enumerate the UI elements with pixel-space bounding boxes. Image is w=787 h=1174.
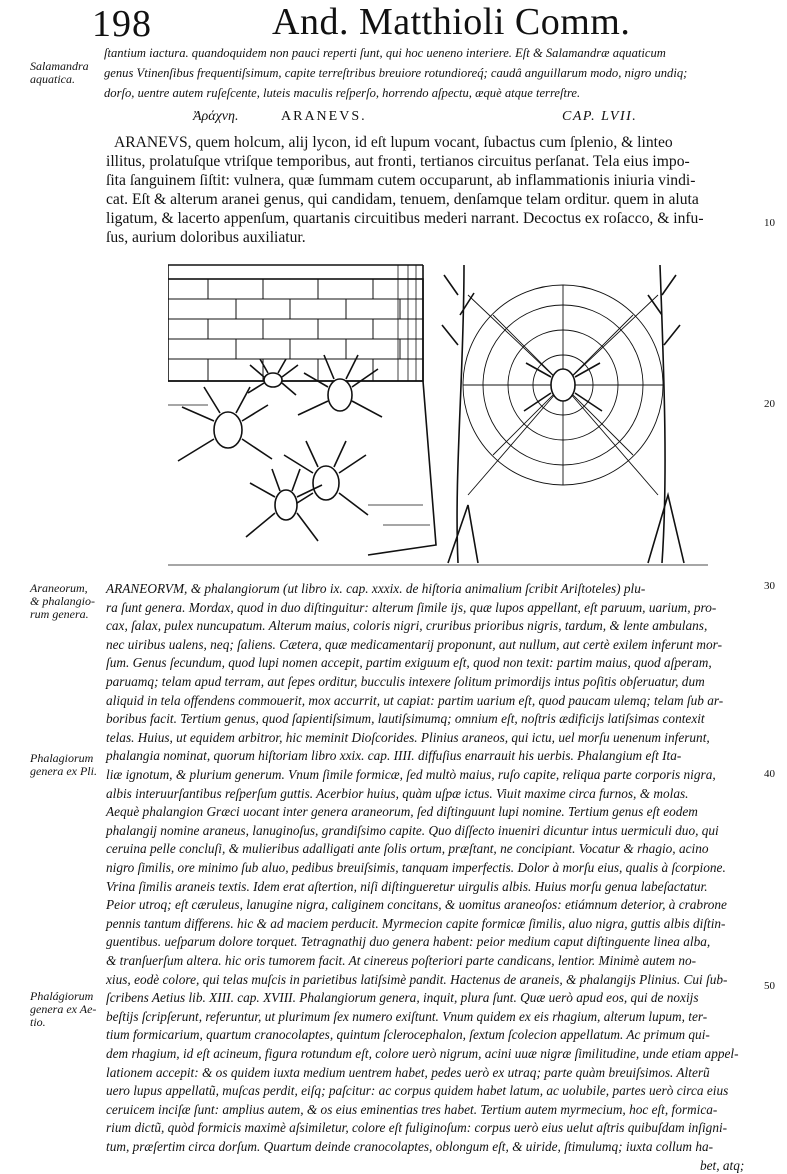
spider-drawing xyxy=(298,355,382,417)
text-line: boribus facit. Tertium genus, quod ſapientiſsimum, lautiſsimumq; omnium eſt, noſtris ædificijs latiſsimas contexit xyxy=(106,711,705,727)
text-line: phalangij nomine araneus, lanuginoſus, grandiſsimo capite. Quo diſſecto inueniri dicuntur intus uermiculi duo, qui xyxy=(106,822,719,838)
text-line: ſum. Genus ſecundum, quod lupi nomen accepit, partim exiguum eſt, quod non texit: partim maius, quod aſperam, xyxy=(106,655,712,671)
text-line: pennis tantum differens. hic & ad maciem perducit. Myrmecion capite formicæ ſimilis, aluo nigra, guttis albis diſtin- xyxy=(106,915,726,931)
margin-note-line: aquatica. xyxy=(30,72,75,86)
text-line: beſtijs ſcripſerunt, referuntur, ut plurimum ſex numero exiſtunt. Vnum quidem ex eis rhagium, alterum lupum, ter- xyxy=(106,1008,708,1024)
text-line: & tranſuerſum altera. hic oris tumorem facit. At cinereus poſteriori parte candicans, lentior. Minimè autem no- xyxy=(106,953,697,968)
page-number: 198 xyxy=(92,3,152,45)
plant-drawing xyxy=(442,265,478,563)
text-line: genus Vtinenſibus frequentiſsimum, capite terreſtribus breuiore rotundioreq́; caudâ anguillarum modo, nigro undiq; xyxy=(104,66,688,80)
text-line: ceruicem inciſæ ſunt: amplius autem, & os eius eminentias tres habet. Tertium autem myrmecium, hoc eſt, formica- xyxy=(106,1101,718,1117)
text-line: aliquid in tela offendens commouerit, mox accurrit, ut capiat: partim uarium eſt, quod paucam ulemq; telam ſub ar- xyxy=(106,692,724,708)
text-line: phalangia nominat, quorum hiſtoriam libro xxix. cap. IIII. diffuſius enarrauit his uerbis. Phalangium eſt Ita- xyxy=(106,748,682,764)
text-line: tum, præſertim circa dorſum. Quartum deinde cranocolaptes, oblongum eſt, & uiride, ſtimulumq; iuxta collum ha- xyxy=(106,1139,714,1154)
line-number: 20 xyxy=(764,398,775,410)
margin-note-line: genera ex Pli. xyxy=(30,764,97,778)
text-line: paruamq; telam apud terram, aut ſepes orditur, bucculis intexere ſolitum primordijs intus poſitis obſeruatur, dum xyxy=(106,674,705,689)
text-line: ra ſunt genera. Mordax, quod in duo diſtinguitur: alterum ſimile ijs, quæ lupos appellant, eſt paruum, uarium, pro- xyxy=(106,599,717,615)
text-line: nigro ſimilis, ore minimo ſub aluo, pedibus breuiſsimis, tanquam imperfectis. Dolor à morſu eius, qualis à ſcorpione. xyxy=(106,860,726,875)
text-line: Vrina ſimilis araneis textis. Idem erat aſtertion, niſi diſtingueretur uirgulis albis. Huius morſu genua labeſactatur. xyxy=(106,878,708,894)
margin-note-line: Araneorum, xyxy=(30,581,88,595)
margin-note-phalangiorum-plinius xyxy=(30,752,97,778)
plant-drawing xyxy=(648,265,684,563)
text-line: ſus, aurium doloribus auxiliatur. xyxy=(106,229,306,246)
text-line: ceruina pelle concluſi, & mulieribus adalligati ante ſolis ortum, præſtant, ne concipiant. Vocatur & rhagio, acino xyxy=(106,841,709,857)
line-number: 30 xyxy=(764,580,775,592)
line-number: 40 xyxy=(764,768,775,780)
wall-shape xyxy=(168,279,423,381)
line-number: 10 xyxy=(764,217,775,229)
margin-note-line: rum genera. xyxy=(30,607,89,621)
spider-drawing xyxy=(248,359,298,395)
text-line: ſtantium iactura. quandoquidem non pauci reperti ſunt, qui hoc ueneno interiere. Eſt & Salamandræ aquaticum xyxy=(104,46,666,60)
text-line: nec uiribus ualens, neq; ſaliens. Cætera, quæ medicamentarij proponunt, aut nullum, aut certè exilem inferunt mor- xyxy=(106,636,722,652)
margin-note-line: Phalágiorum xyxy=(30,989,94,1003)
text-line: dorſo, uentre autem ruſeſcente, luteis maculis reſperſo, horrendo aſpectu, æquè atque terreſtre. xyxy=(104,86,581,100)
text-line: bet, atq; xyxy=(700,1157,745,1173)
chapter-number: CAP. LVII. xyxy=(562,109,638,124)
text-line: cat. Eſt & alterum aranei genus, qui candidam, tenuem, denſamque telam orditur. quem in aluta xyxy=(106,191,699,208)
text-line: albis interuurſantibus reſperſum guttis. Acerbior huius, quàm uſpæ ictus. Viuit maxime circa furnos, & molas. xyxy=(106,785,689,801)
text-line: telas. Huius, ut equidem arbitror, hic meminit Dioſcorides. Plinius araneos, qui ictu, uel morſu uenenum inferunt, xyxy=(106,729,710,745)
text-line: ligatum, & lacerto appenſum, quartanis circuitibus mederi narrant. Decoctus ex roſacco, & infu- xyxy=(106,210,704,227)
chapter-latin-title: ARANEVS. xyxy=(281,109,367,124)
text-line: lationem accepit: & os quidem iuxta medium uentrem habet, pedes uerò ex utraq; parte quàm breuiſsimos. Alterũ xyxy=(106,1064,710,1080)
margin-note-araneorum xyxy=(30,582,95,621)
spider-woodcut-illustration xyxy=(168,255,708,573)
text-line: ARANEVS, quem holcum, alij lycon, id eſt lupum vocant, ſubactus cum ſplenio, & linteo xyxy=(114,134,673,151)
chapter-greek-title: Ἀράχνη. xyxy=(193,109,239,124)
margin-note-line: Salamandra xyxy=(30,59,89,73)
text-line: Aequè phalangion Græci uocant inter genera araneorum, ſed diſtinguunt lupi nomine. Tertium genus eſt eodem xyxy=(106,804,698,820)
spider-drawing xyxy=(178,387,272,461)
text-line: guentibus. ueſparum dolore torquet. Tetragnathij duo genera habent: peior medium caput diſtinguente linea alba, xyxy=(106,934,711,950)
text-line: uero lupus appellatũ, muſcas perdit, eiſq; paſcitur: ac corpus quidem habet latum, ac uolubile, partes uerò circa eius xyxy=(106,1083,729,1099)
text-line: tium formicarium, quartum cranocolaptes, quintum ſclerocephalon, ſextum ſcolecion appellatum. Ac primum qui- xyxy=(106,1027,710,1043)
text-line: cax, ſalax, pulex nuncupatum. Alterum maius, coloris nigri, cruribus prioribus nigris, tardum, & lente ambulans, xyxy=(106,618,708,634)
margin-note-line: & phalangio- xyxy=(30,594,95,608)
text-line: ſcribens Aetius lib. XIII. cap. XVIII. Phalangiorum genera, inquit, plura ſunt. Quæ uerò apud eos, qui de noxijs xyxy=(106,990,699,1006)
margin-note-salamandra xyxy=(30,60,89,86)
running-head: And. Matthioli Comm. xyxy=(272,1,631,43)
text-line: rium dictũ, quòd formicis maximè aſsimiletur, colore eſt fuliginoſum: corpus uerò eius uelut aſtris quibuſdam inſigni- xyxy=(106,1120,728,1136)
line-number: 50 xyxy=(764,980,775,992)
margin-note-line: Phalagiorum xyxy=(30,751,94,765)
text-line: liæ ignotum, & plurium generum. Vnum ſimile formicæ, ſed multò maius, ruſo capite, reliqua parte corporis nigra, xyxy=(106,767,716,782)
text-line: Peior utroq; eſt cæruleus, lanugine nigra, caliginem concitans, & uomitus araneoſos: etiámnum deterior, à crabrone xyxy=(106,897,727,913)
margin-note-line: genera ex Ae- xyxy=(30,1002,97,1016)
margin-note-phalangiorum-aetius xyxy=(30,990,96,1029)
text-line: xius, eodè colore, qui telas muſcis in parietibus latiſsimè pandit. Hactenus de araneis, & phalangijs Plinius. Cui ſub- xyxy=(106,971,728,987)
margin-note-line: tio. xyxy=(30,1015,46,1029)
text-line: ſita ſanguinem ſiſtit: vulnera, quæ ſummam cutem occuparunt, ab inflammationis iniuria vindi- xyxy=(106,172,696,189)
spider-drawing xyxy=(246,469,322,541)
text-line: ARANEORVM, & phalangiorum (ut libro ix. cap. xxxix. de hiſtoria animalium ſcribit Ariſtoteles) plu- xyxy=(106,581,646,596)
text-line: illitus, prolatuſque vtriſque temporibus, aut fronti, tertianos circuitus perſanat. Tela eius impo- xyxy=(106,153,690,170)
chapter-heading xyxy=(0,109,787,129)
text-line: dem rhagium, id eſt acineum, figura rotundum eſt, colore uerò nigrum, acini uuæ nigræ ſimilitudine, unde etiam appel- xyxy=(106,1046,739,1061)
